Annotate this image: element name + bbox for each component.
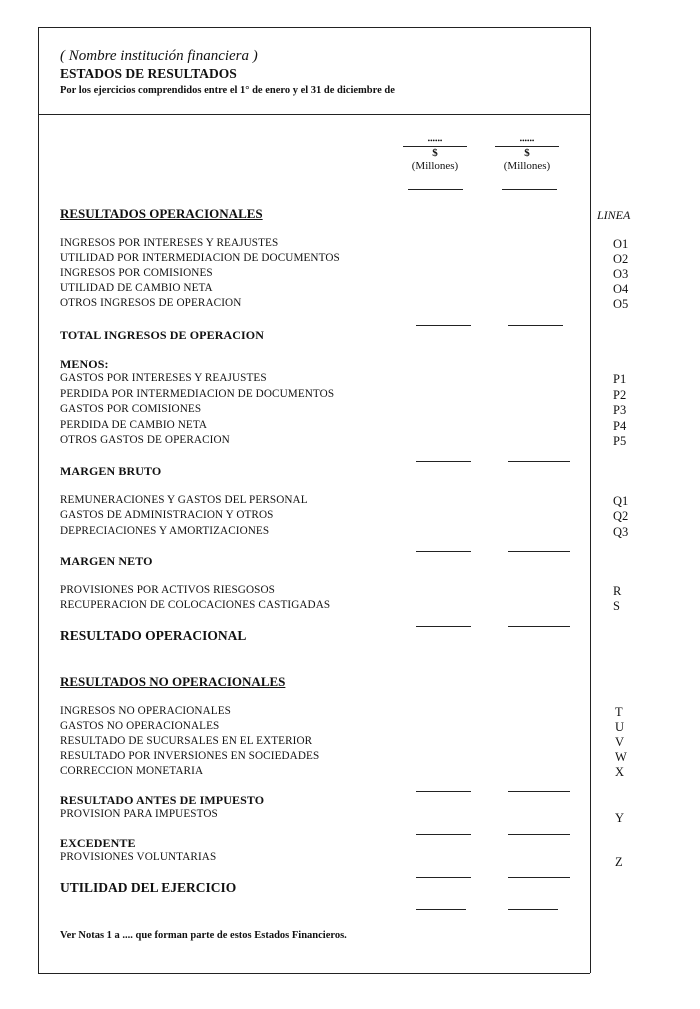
line-code: T [615, 705, 623, 719]
line-item: OTROS INGRESOS DE OPERACION [60, 297, 242, 309]
header-divider [38, 114, 590, 115]
line-item: DEPRECIACIONES Y AMORTIZACIONES [60, 525, 270, 537]
subtotal-rule [416, 551, 471, 552]
subtotal-rule [508, 551, 570, 552]
line-code: P3 [613, 403, 627, 417]
line-code: O5 [613, 297, 629, 311]
section-operacionales: RESULTADOS OPERACIONALES [60, 206, 263, 221]
line-code: O2 [613, 252, 629, 266]
subtotal-rule [416, 325, 471, 326]
subtotal-rule [508, 461, 570, 462]
column-header-rule-2 [502, 189, 557, 190]
excedente: EXCEDENTE [60, 836, 136, 850]
column-header-1 [403, 137, 467, 173]
line-code: Q2 [613, 509, 629, 523]
line-item: REMUNERACIONES Y GASTOS DEL PERSONAL [60, 494, 308, 506]
section-no-operacionales: RESULTADOS NO OPERACIONALES [60, 674, 286, 689]
line-item: INGRESOS POR COMISIONES [60, 267, 213, 279]
line-code: Z [615, 855, 623, 869]
line-code: R [613, 584, 622, 598]
line-code: O4 [613, 282, 629, 296]
line-item: UTILIDAD POR INTERMEDIACION DE DOCUMENTOS [60, 252, 340, 264]
subtotal-rule [416, 626, 471, 627]
menos-label: MENOS: [60, 357, 109, 371]
column-unit: (Millones) [411, 160, 459, 172]
column-header-rule-1 [408, 189, 463, 190]
line-code: O3 [613, 267, 629, 281]
column-dots: •••••• [519, 137, 535, 145]
top-border [38, 27, 590, 28]
line-code: O1 [613, 237, 629, 251]
line-item: GASTOS POR INTERESES Y REAJUSTES [60, 372, 267, 384]
line-code: P4 [613, 419, 627, 433]
statement-period: Por los ejercicios comprendidos entre el 1° de enero y el 31 de diciembre de [60, 85, 395, 96]
line-item: RECUPERACION DE COLOCACIONES CASTIGADAS [60, 599, 331, 611]
subtotal-rule [508, 791, 570, 792]
subtotal-rule [508, 877, 570, 878]
line-item: OTROS GASTOS DE OPERACION [60, 434, 230, 446]
subtotal-rule [416, 877, 471, 878]
subtotal-rule [416, 834, 471, 835]
utilidad-ejercicio: UTILIDAD DEL EJERCICIO [60, 880, 237, 895]
subtotal-rule [416, 461, 471, 462]
line-item: INGRESOS NO OPERACIONALES [60, 705, 231, 717]
column-header-2 [495, 137, 559, 173]
final-rule [416, 909, 466, 910]
column-unit: (Millones) [503, 160, 551, 172]
provisiones-voluntarias: PROVISIONES VOLUNTARIAS [60, 851, 217, 863]
right-border [590, 27, 591, 973]
subtotal-rule [416, 791, 471, 792]
column-dots: •••••• [427, 137, 443, 145]
line-code: P5 [613, 434, 627, 448]
column-currency: $ [432, 147, 438, 159]
linea-label: LINEA [597, 208, 631, 222]
line-item: CORRECCION MONETARIA [60, 765, 204, 777]
line-item: INGRESOS POR INTERESES Y REAJUSTES [60, 237, 279, 249]
subtotal-rule [508, 834, 570, 835]
line-item: RESULTADO POR INVERSIONES EN SOCIEDADES [60, 750, 320, 762]
subtotal-rule [508, 325, 563, 326]
line-item: GASTOS NO OPERACIONALES [60, 720, 220, 732]
line-code: V [615, 735, 625, 749]
line-code: U [615, 720, 625, 734]
line-code: X [615, 765, 625, 779]
column-currency: $ [524, 147, 530, 159]
line-item: GASTOS DE ADMINISTRACION Y OTROS [60, 509, 274, 521]
total-ingresos: TOTAL INGRESOS DE OPERACION [60, 328, 264, 342]
margen-bruto: MARGEN BRUTO [60, 464, 162, 478]
line-item: PERDIDA DE CAMBIO NETA [60, 419, 208, 431]
statement-title: ESTADOS DE RESULTADOS [60, 66, 237, 81]
line-code: Y [615, 811, 625, 825]
line-item: PERDIDA POR INTERMEDIACION DE DOCUMENTOS [60, 388, 335, 400]
institution-name: ( Nombre institución financiera ) [60, 48, 258, 64]
bottom-border [38, 973, 590, 974]
provision-impuestos: PROVISION PARA IMPUESTOS [60, 808, 218, 820]
resultado-operacional: RESULTADO OPERACIONAL [60, 628, 247, 643]
line-item: GASTOS POR COMISIONES [60, 403, 202, 415]
line-code: P2 [613, 388, 627, 402]
left-border [38, 27, 39, 973]
subtotal-rule [508, 626, 570, 627]
margen-neto: MARGEN NETO [60, 554, 153, 568]
line-code: Q3 [613, 525, 629, 539]
line-item: UTILIDAD DE CAMBIO NETA [60, 282, 213, 294]
final-rule [508, 909, 558, 910]
line-code: Q1 [613, 494, 629, 508]
line-code: P1 [613, 372, 627, 386]
footer-note: Ver Notas 1 a .... que forman parte de estos Estados Financieros. [60, 930, 347, 941]
line-item: RESULTADO DE SUCURSALES EN EL EXTERIOR [60, 735, 313, 747]
line-code: S [613, 599, 620, 613]
resultado-antes-impuesto: RESULTADO ANTES DE IMPUESTO [60, 793, 265, 807]
line-code: W [615, 750, 627, 764]
line-item: PROVISIONES POR ACTIVOS RIESGOSOS [60, 584, 275, 596]
